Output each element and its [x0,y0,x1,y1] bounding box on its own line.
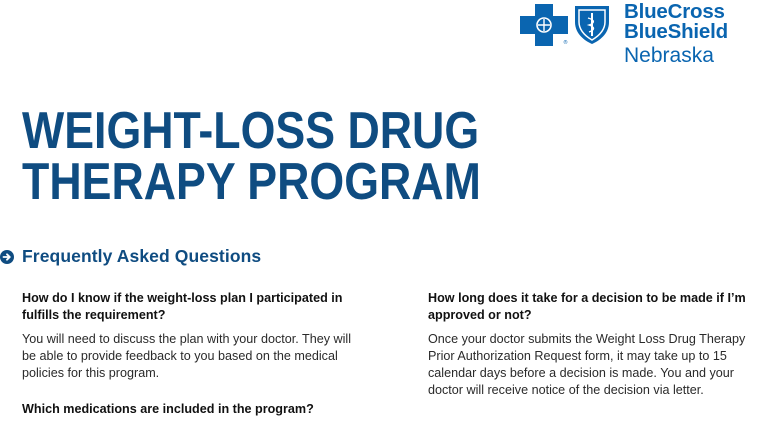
brand-line-1: BlueCross [624,0,725,23]
blue-cross-icon [520,4,568,46]
faq-answer: Once your doctor submits the Weight Loss Drug Therapy Prior Authorization Request form, it may take up to 15 calendar days before a decision is made. You and your doctor will receive notice of the decision via letter. [428,332,746,397]
arrow-right-circle-icon [0,250,14,264]
faq-heading [0,246,261,267]
svg-text:®: ® [563,40,568,46]
bcbs-logo [520,2,758,72]
page-title [22,102,481,211]
faq-question: How do I know if the weight-loss plan I participated in fulfills the requirement? [22,291,343,322]
faq-question: Which medications are included in the program? [22,402,314,416]
blue-shield-icon [571,2,613,46]
brand-line-2: BlueShield [624,20,728,43]
faq-question: How long does it take for a decision to be made if I’m approved or not? [428,291,746,322]
brand-line-3: Nebraska [624,44,714,67]
title-line-2: THERAPY PROGRAM [22,153,481,211]
brand-name [624,2,728,68]
faq-answer: You will need to discuss the plan with your doctor. They will be able to provide feedback to you based on the medical policies for this program. [22,332,352,380]
title-line-1: WEIGHT-LOSS DRUG [22,102,480,160]
faq-right-column [428,290,758,399]
faq-heading-text: Frequently Asked Questions [22,246,262,266]
faq-left-column [22,290,362,418]
